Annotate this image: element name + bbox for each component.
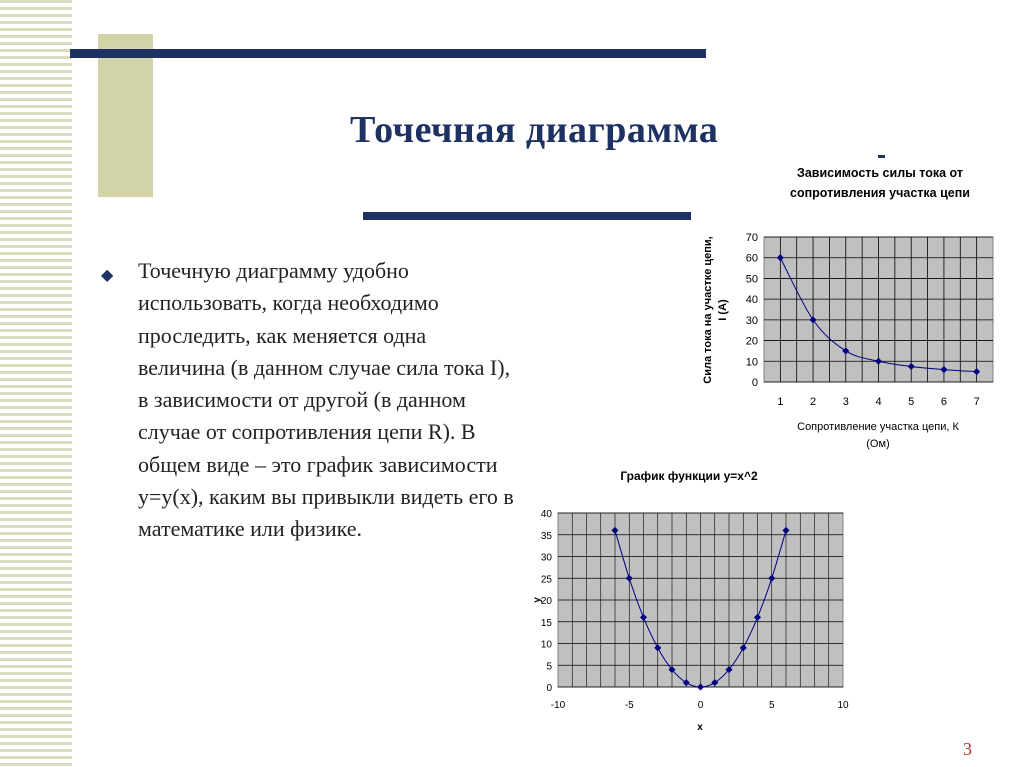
y-tick-label: 60 (745, 252, 758, 265)
slide-title: Точечная диаграмма (350, 109, 719, 151)
chart-title: Зависимость силы тока от (796, 166, 964, 180)
chart-title: сопротивления участка цепи (790, 186, 970, 200)
resistance-current-chart (702, 166, 993, 450)
bullet-text: Точечную диаграмму удобно использовать, когда необходимо проследить, как меняется одна величина (в данном случае сила тока I), в зависимости от другой (в данном случае от сопротивления цепи R). В общем виде – это график зависимости y=y(x), каким вы привыкли видеть его в математике или физике. (138, 258, 514, 542)
x-tick-label: 5 (908, 396, 915, 408)
x-tick-label: 1 (777, 396, 784, 408)
y-tick-label: 10 (540, 639, 552, 651)
y-tick-label: 20 (745, 335, 758, 348)
x-tick-label: -5 (624, 700, 634, 711)
x-axis-label: x (697, 722, 703, 733)
y-tick-label: 5 (546, 661, 552, 673)
x-tick-label: -10 (550, 700, 566, 711)
y-tick-label: 20 (540, 596, 552, 607)
x-tick-label: 4 (875, 396, 882, 408)
bullet-icon: ◆ (101, 267, 114, 284)
y-tick-label: 30 (540, 552, 552, 564)
y-tick-label: 40 (540, 509, 552, 520)
x-tick-label: 10 (837, 700, 849, 711)
y-axis-label (532, 597, 543, 603)
x-axis-label: Сопротивление участка цепи, К (797, 421, 959, 433)
parabola-chart (532, 469, 849, 733)
y-tick-label: 25 (540, 574, 552, 586)
y-tick-label: 50 (745, 273, 758, 286)
chart-title: График функции y=x^2 (620, 469, 758, 483)
y-axis-label (702, 236, 729, 383)
y-tick-label: 15 (540, 617, 552, 629)
y-axis-label-line: I (А) (717, 299, 729, 321)
y-tick-label: 0 (751, 377, 758, 389)
y-tick-label: 30 (745, 314, 758, 327)
y-tick-label: 70 (745, 232, 758, 244)
y-tick-label: 0 (546, 683, 552, 694)
x-tick-label: 7 (973, 396, 980, 408)
y-axis-label-line: y (532, 597, 543, 603)
x-tick-label: 5 (768, 700, 775, 711)
x-tick-label: 3 (842, 396, 849, 408)
y-axis-label-line: Сила тока на участке цепи, (702, 236, 714, 384)
x-tick-label: 0 (697, 700, 704, 711)
x-tick-label: 6 (940, 396, 947, 408)
x-tick-label: 2 (810, 396, 817, 408)
y-tick-label: 40 (745, 294, 758, 307)
x-axis-label: (Ом) (866, 438, 890, 450)
y-tick-label: 10 (745, 356, 758, 369)
page-number: 3 (963, 739, 972, 759)
y-tick-label: 35 (540, 530, 552, 542)
